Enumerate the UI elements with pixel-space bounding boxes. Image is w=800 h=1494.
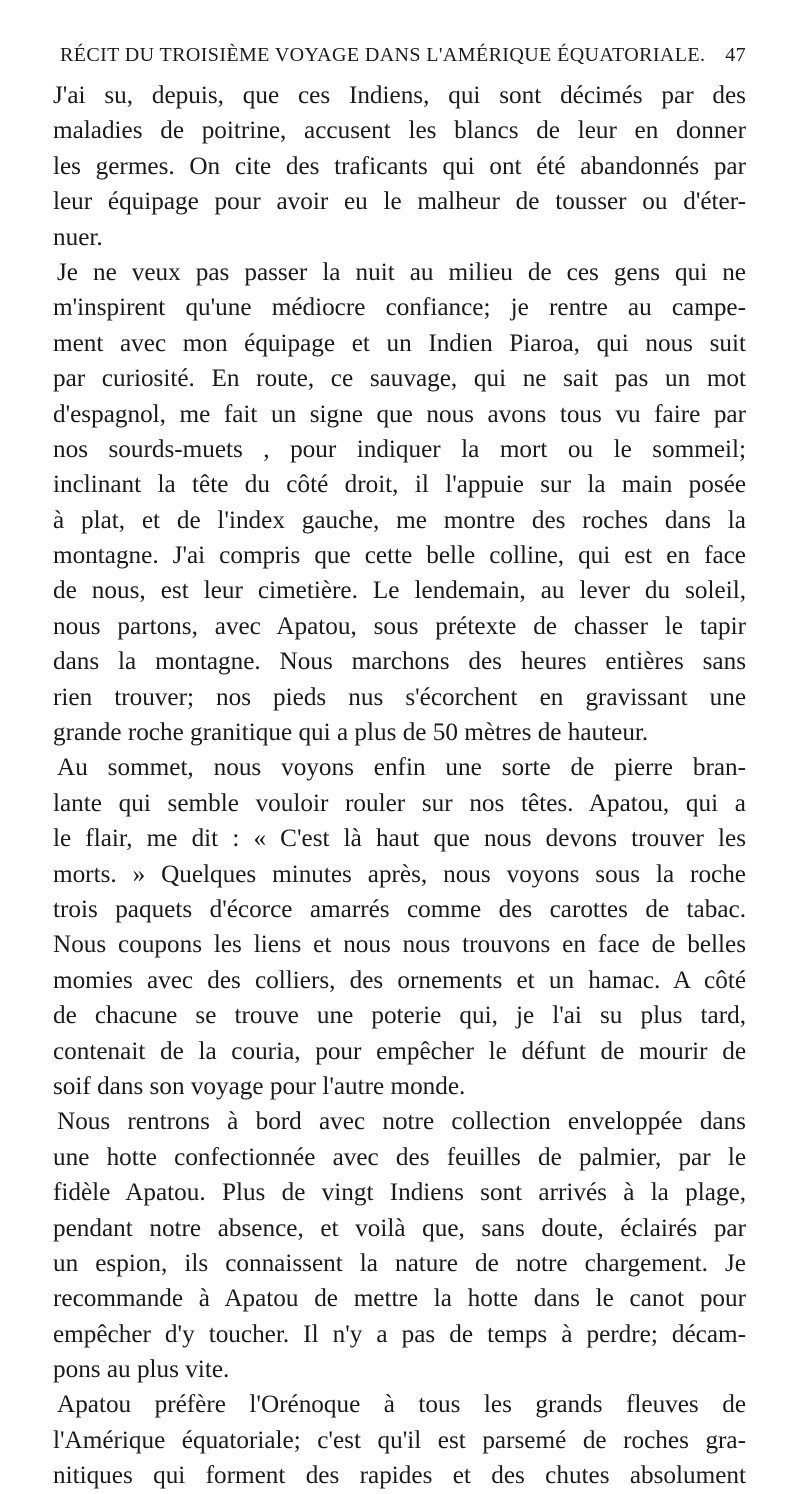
text-line: pendant notre absence, et voilà que, sans doute, éclairés par <box>53 1214 746 1242</box>
text-line: soif dans son voyage pour l'autre monde. <box>53 1072 466 1100</box>
running-head <box>60 40 746 70</box>
running-head-title: RÉCIT DU TROISIÈME VOYAGE DANS L'AMÉRIQUE ÉQUATORIALE. <box>60 44 706 66</box>
text-line: d'espagnol, me fait un signe que nous avons tous vu faire par <box>53 400 746 428</box>
text-line: inclinant la tête du côté droit, il l'appuie sur la main posée <box>53 471 746 499</box>
text-line: recommande à Apatou de mettre la hotte dans le canot pour <box>53 1285 746 1313</box>
page-number: 47 <box>725 44 746 66</box>
text-line: le flair, me dit : « C'est là haut que nous devons trouver les <box>53 825 746 853</box>
text-line: grande roche granitique qui a plus de 50 mètres de hauteur. <box>53 719 649 747</box>
text-line: Au sommet, nous voyons enfin une sorte de pierre bran- <box>57 754 746 782</box>
text-line: ment avec mon équipage et un Indien Piaroa, qui nous suit <box>53 329 746 357</box>
text-line: Je ne veux pas passer la nuit au milieu de ces gens qui ne <box>57 258 746 286</box>
text-line: montagne. J'ai compris que cette belle colline, qui est en face <box>53 542 746 570</box>
text-line: leur équipage pour avoir eu le malheur de tousser ou d'éter- <box>53 188 746 216</box>
text-line: de nous, est leur cimetière. Le lendemain, au lever du soleil, <box>53 577 746 605</box>
text-line: m'inspirent qu'une médiocre confiance; je rentre au campe- <box>53 294 746 322</box>
text-line: les germes. On cite des traficants qui ont été abandonnés par <box>53 152 746 180</box>
text-line: pons au plus vite. <box>53 1356 230 1384</box>
text-line: nitiques qui forment des rapides et des chutes absolument <box>53 1462 746 1490</box>
text-line: nous partons, avec Apatou, sous prétexte de chasser le tapir <box>53 612 746 640</box>
text-line: J'ai su, depuis, que ces Indiens, qui sont décimés par des <box>53 82 746 109</box>
text-line: une hotte confectionnée avec des feuilles de palmier, par le <box>53 1143 746 1171</box>
text-line: Apatou préfère l'Orénoque à tous les grands fleuves de <box>57 1391 746 1419</box>
text-line: à plat, et de l'index gauche, me montre des roches dans la <box>53 506 746 534</box>
text-line: contenait de la couria, pour empêcher le défunt de mourir de <box>53 1037 746 1065</box>
text-line: momies avec des colliers, des ornements et un hamac. A côté <box>53 966 746 994</box>
text-line: de chacune se trouve une poterie qui, je l'ai su plus tard, <box>53 1002 746 1030</box>
text-line: maladies de poitrine, accusent les blancs de leur en donner <box>53 117 746 145</box>
text-line: morts. » Quelques minutes après, nous voyons sous la roche <box>53 860 746 888</box>
text-line: nuer. <box>53 223 103 251</box>
text-line: nos sourds-muets , pour indiquer la mort ou le sommeil; <box>53 435 746 463</box>
text-line: rien trouver; nos pieds nus s'écorchent en gravissant une <box>53 683 746 711</box>
text-line: Nous rentrons à bord avec notre collection enveloppée dans <box>57 1108 746 1136</box>
text-line: dans la montagne. Nous marchons des heures entières sans <box>53 648 746 676</box>
text-line: empêcher d'y toucher. Il n'y a pas de temps à perdre; décam- <box>53 1320 746 1348</box>
text-line: trois paquets d'écorce amarrés comme des carottes de tabac. <box>53 895 746 923</box>
text-line: un espion, ils connaissent la nature de notre chargement. Je <box>53 1249 746 1277</box>
text-line: l'Amérique équatoriale; c'est qu'il est parsemé de roches gra- <box>53 1426 746 1454</box>
text-line: fidèle Apatou. Plus de vingt Indiens sont arrivés à la plage, <box>53 1179 746 1207</box>
text-line: par curiosité. En route, ce sauvage, qui ne sait pas un mot <box>53 365 746 393</box>
body-text <box>53 78 746 1494</box>
text-line: Nous coupons les liens et nous nous trouvons en face de belles <box>53 931 746 959</box>
text-line: lante qui semble vouloir rouler sur nos têtes. Apatou, qui a <box>53 789 746 817</box>
